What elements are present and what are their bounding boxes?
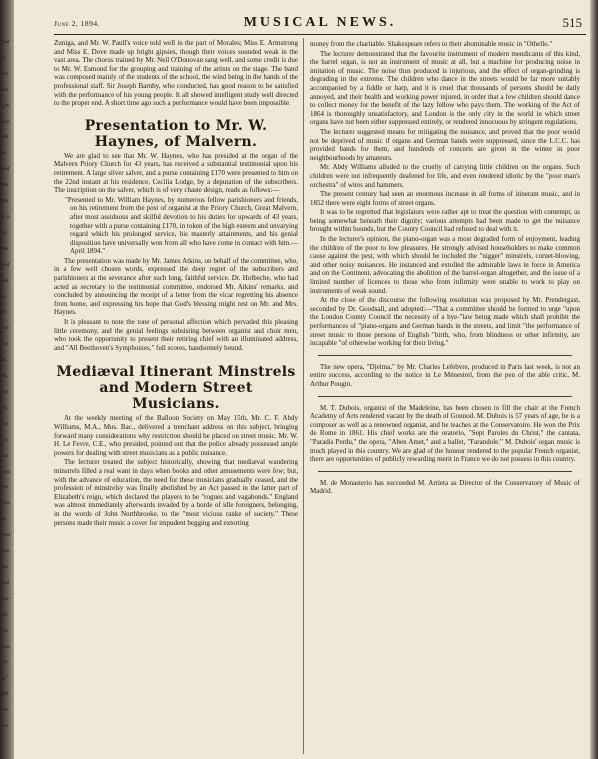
spine-fragment: rom xyxy=(2,469,11,475)
spine-fragment: ng, xyxy=(2,374,9,380)
book-spine xyxy=(0,0,14,759)
spine-fragment: the xyxy=(2,724,9,730)
article-paragraph: In the lecturer's opinion, the piano-organ was a most degraded form of enjoyment, leading the children of the poor to low pleasures. He strongly advised householders to make common cause against the pest, with which should be included the "nigger" minstrels, cornet-blowing, and other noisy nuisances. He instanced and extolled the admirable laws in force in America and on the Continent, advocating the abolition of the barrel-organ altogether, and the issue of a limited number of licences to those who from infirmity were unable to work to play on instruments of weak sound. xyxy=(310,235,580,295)
spine-fragment: ld xyxy=(2,310,6,316)
section-separator xyxy=(318,471,572,472)
spine-fragment: hird xyxy=(2,533,11,539)
spine-fragment: and xyxy=(2,262,10,268)
spine-fragment: eat xyxy=(2,87,8,93)
spine-fragment: ons xyxy=(2,549,9,555)
news-item: M. T. Dubois, organist of the Madeleine, has been chosen to fill the chair at the French Academy of Arts rendered vacant by the death of Gounod. M. Dubois is 57 years of age, he is a composer as well as a renowned organist, and he teaches at the Conservatoire. He won the Prix de Rome in 1861. His chief works are the oratorio, "Sept Paroles du Christ," the cantata, "Paradis Perdu," the opera, "Aben Amet," and a ballet, "Farandole." M. Dubois' organ music is much played in this country. We are glad of the honour rendered to the popular French organist, there are opportunities of publicly rewarding merit in France we do not possess in this country. xyxy=(310,403,580,464)
spine-fragment: in xyxy=(2,55,6,61)
spine-fragment: the xyxy=(2,342,9,348)
spine-fragment: ork xyxy=(2,135,9,141)
right-column xyxy=(310,40,580,497)
spine-fragment: ere xyxy=(2,71,9,77)
spine-fragment: ory, xyxy=(2,437,10,443)
article-paragraph: The lecturer demonstrated that the favourite instrument of modern mendicants of this kind, the barrel organ, is not an instrument of music at all, but a machine for producing noise in imitation of music. The noise thus produced is injurious, and the effect of organ-grinding is degrading in the extreme. The children who dance in the streets would be far more suitably accompanied by a fiddle or harp, and it is cruel that thousands of persons should be daily annoyed, and their health and working power injured, in order that a few children should dance to collect money for the benefit of the lazy fellow who pays them. The working of the Act of 1864 is thoroughly unsatisfactory, and London is the only city in the world in which street organs have not been either suppressed entirely, or rendered innocuous by stringent regulations. xyxy=(310,49,580,127)
page-number: 515 xyxy=(562,15,582,30)
spine-fragment: the xyxy=(2,246,9,252)
spine-fragment: and xyxy=(2,580,10,586)
spine-fragment: er, xyxy=(2,517,7,523)
spine-fragment: as xyxy=(2,151,7,157)
spine-fragment: nte xyxy=(2,485,9,491)
article-paragraph: It was to be regretted that legislators were rather apt to treat the question with contempt, as being somewhat beneath their dignity; various attempts had been made to get the nuisance brought within bounds, but the County Council had refused to deal with it. xyxy=(310,208,580,234)
article-heading: Presentation to Mr. W. Haynes, of Malvern. xyxy=(84,117,268,150)
column-divider xyxy=(303,38,304,754)
news-item: M. de Monasterio has succeeded M. Arrieta as Director of the Conservatory of Music of Madrid. xyxy=(310,478,580,496)
spine-fragment: ays xyxy=(2,660,9,666)
spine-fragment: y, to xyxy=(2,215,11,220)
article-paragraph: It is pleasant to note the tone of personal affection which pervaded this pleasing little ceremony, and the genial feelings subsisting between organist and choir men, who took the opportunity to present their retiring chief with an illuminated address, and "All Beethoven's Symphonies," full scores, handsomely bound. xyxy=(54,318,298,352)
spine-fragment: ran xyxy=(2,628,9,634)
spine-fragment: ese xyxy=(2,390,9,395)
article-paragraph: money from the charitable. Shakespeare refers to their abominable music in "Othello." xyxy=(310,40,553,48)
spine-fragment: ears xyxy=(2,644,11,650)
spine-fragment: vas xyxy=(2,326,9,332)
spine-fragment: his xyxy=(2,565,8,570)
article-paragraph: At the weekly meeting of the Balloon Society on May 15th, Mr. C. F. Abdy Williams, M.A., Mus. Bac., delivered a trenchant address on this subject, bringing forward many considerations why restriction should be placed on street music. Mr. W. H. Le Fevre, C.E., who presided, pointed out that the police already possessed ample powers for dealing with street musicians as a public nuisance. xyxy=(54,414,298,457)
spine-fragment: and xyxy=(2,167,10,173)
article-paragraph: Zuniga, and Mr. W. Paull's voice told well in the part of Morales; Miss E. Armstrong and Miss E. Dove made up bright gipsies, though their voices sounded weak in the vast area. The chorus trained by Mr. Neil O'Donovan sang well, and some credit is due to Mr. W. Esmond for the grouping and training of the artists on the stage. The band was composed mainly of the students of the school, the wind being in the hands of the professional staff. Sir Joseph Barnby, who conducted, has good reason to be satisfied with the performance of his young people. It all showed intelligent study well directed to the proper end. A short time ago such a performance would have been impossible. xyxy=(54,39,298,108)
page-edge xyxy=(590,0,598,759)
spine-fragment: sts, xyxy=(2,405,9,411)
news-item: The new opera, "Djelma," by Mr. Charles Lefebvre, produced in Paris last week, is not an entire success, according to the notice in Le Ménestrel, from the pen of the able critic, M. Arthur Pougin. xyxy=(310,362,580,388)
section-separator xyxy=(318,355,572,356)
publication-title: MUSICAL NEWS. xyxy=(243,15,397,30)
article-paragraph: Mr. Abdy Williams alluded to the cruelty of carrying little children on the organs. Such children were not infrequently deafened for life, and even rendered idiotic by the "poor man's orchestra" of wires and hammers. xyxy=(310,163,580,189)
article-heading: Mediæval Itinerant Minstrels and Modern Street Musicians. xyxy=(56,364,296,413)
spine-fragment: ian xyxy=(2,453,9,459)
spine-fragment: was xyxy=(2,119,10,125)
spine-fragment: rom xyxy=(2,501,11,507)
quote-text: "Presented to Mr. William Haynes, by numerous fellow parishioners and friends, on his retirement from the post of organist at the Priory Church, Great Malvern, after most assiduous and skilful devotion to his duties for upwards of 43 years, together with a purse containing £170, in token of the high esteem and unvarying regard which his prolonged service, his masterly attainments, and his genial disposition have universally won from all who have come in contact with him.—April 1894." xyxy=(65,195,298,256)
article-paragraph: The lecturer suggested means for mitigating the nuisance, and proved that the poor would not be deprived of music if organs and German bands were suppressed, since the L.C.C. has provided bands for them, and hundreds of concerts are given in the winter in poor neighbourhoods by amateurs. xyxy=(310,127,580,162)
left-column xyxy=(54,39,298,528)
spine-fragment: she xyxy=(2,708,9,714)
page-header xyxy=(54,14,586,35)
spine-fragment: lon- xyxy=(2,596,11,602)
article-paragraph: The presentation was made by Mr. James Atkins, on behalf of the committee, who, in a few well chosen words, expressed the deep regret of the subscribers and parishioners at the severance after such long, faithful service. Dr. Holbeche, who had acted as secretary to the testimonial committee, endorsed Mr. Atkins' remarks, and concluded by announcing the receipt of a letter from the vicar regretting his absence from home, and expressing his hope that God's blessing might rest on Mr. and Mrs. Haynes. xyxy=(54,256,298,317)
article-paragraph: The present century had seen an enormous increase in all forms of itinerant music, and in 1852 there were eight forms of street organs. xyxy=(310,190,580,207)
spine-fragment: vith xyxy=(2,103,10,109)
issue-date: June 2, 1894. xyxy=(54,19,100,28)
spine-fragment: est xyxy=(2,230,8,236)
article-paragraph: We are glad to see that Mr. W. Haynes, who has presided at the organ of the Malvern Priory Church for 43 years, has received a substantial testimonial upon his retirement. A large silver salver, and a purse containing £170 were presented to him on the 22nd instant at his residence, Cecilia Lodge, by a deputation of the subscribers. The inscription on the salver, which is of very chaste design, reads as follows:— xyxy=(54,151,298,195)
inscription-quote xyxy=(62,196,298,256)
spine-fragment: that xyxy=(2,40,10,45)
spine-fragment: to xyxy=(2,294,6,300)
section-separator xyxy=(318,396,572,397)
spine-fragment: ard xyxy=(2,278,9,284)
spine-fragment: g," xyxy=(2,676,8,682)
spine-fragment: ght xyxy=(2,692,9,698)
spine-fragment: lan xyxy=(2,199,9,205)
article-paragraph: The lecturer treated the subject historically, showing that mediæval wandering minstrels filled a real want in days when books and other amusements were few; but, with the advance of education, the need for these musicians gradually ceased, and the profession of minstrelsy was finally abolished by an Act passed in the latter part of Elizabeth's reign, which declared the players to be "rogues and vagabonds." England was almost immediately afterwards invaded by a horde of idle foreigners, belonging, in the words of John Northbrooke, to the "most vicious ranke of society." These persons made their music a cover for impudent begging and extorting xyxy=(54,458,298,527)
spine-fragment: for xyxy=(2,612,8,618)
article-paragraph: At the close of the discourse the following resolution was proposed by Mr. Prendergast, seconded by Dr. Goodsall, and adopted:—"That a committee should be formed to urge "upon the London County Council the necessity of a bye-"law being made which shall prohibit the performances of "piano-organs and German bands in the streets, and limit "the performance of street music to those persons of English "birth, who, from blindness or other infirmity, are incapable "of otherwise working for their living." xyxy=(310,296,580,348)
spine-fragment: ten xyxy=(2,183,9,189)
spine-fragment: es, xyxy=(2,358,8,364)
spine-fragment: the xyxy=(2,421,9,427)
newspaper-page xyxy=(14,0,590,759)
